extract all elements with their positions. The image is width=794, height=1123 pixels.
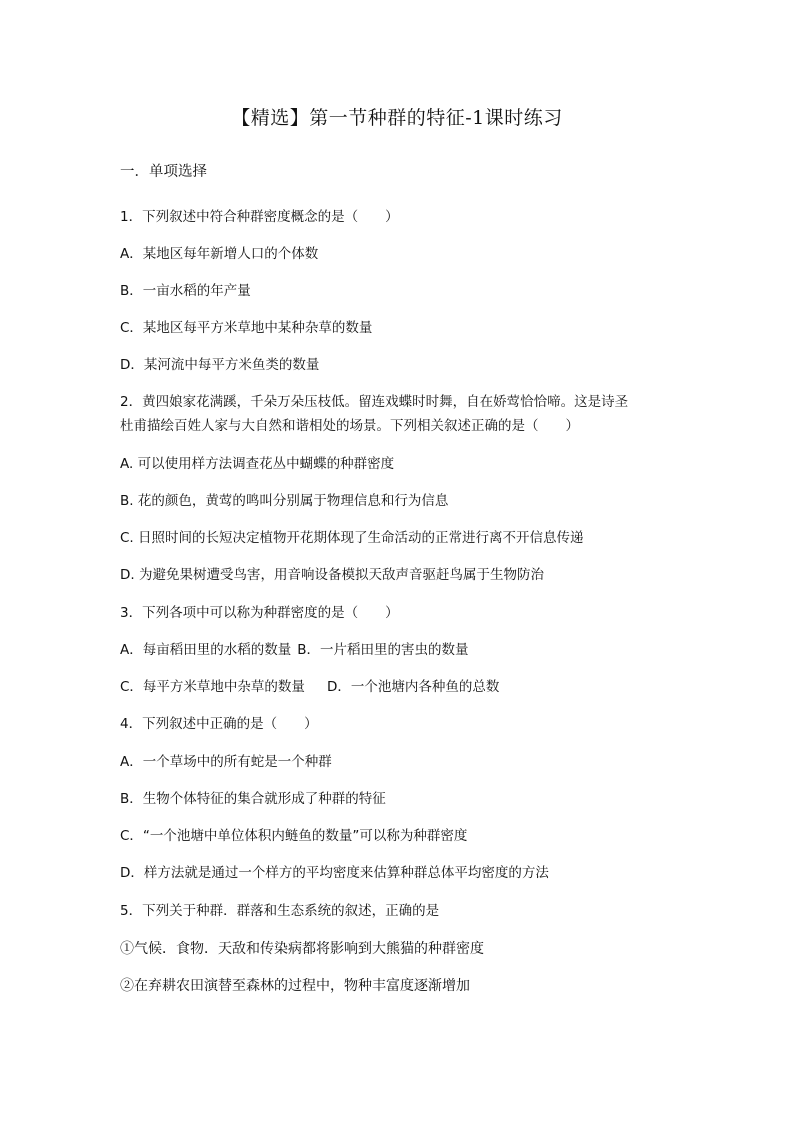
question-3-option-b: B．一片稻田里的害虫的数量 xyxy=(297,642,469,658)
question-2-stem-line-2: 杜甫描绘百姓人家与大自然和谐相处的场景。下列相关叙述正确的是（ ） xyxy=(120,418,579,434)
question-1-option-b: B．一亩水稻的年产量 xyxy=(120,283,251,299)
question-3-option-c: C．每平方米草地中杂草的数量 xyxy=(120,679,305,695)
question-5-stem: 5．下列关于种群．群落和生态系统的叙述，正确的是 xyxy=(120,903,440,919)
question-3-option-a: A．每亩稻田里的水稻的数量 xyxy=(120,642,292,658)
question-2-option-a: A. 可以使用样方法调查花丛中蝴蝶的种群密度 xyxy=(120,456,395,472)
question-2-option-b: B. 花的颜色，黄莺的鸣叫分别属于物理信息和行为信息 xyxy=(120,493,449,509)
question-3-options-ab xyxy=(120,640,469,660)
question-1-option-c: C．某地区每平方米草地中某种杂草的数量 xyxy=(120,320,373,336)
question-2-option-c: C. 日照时间的长短决定植物开花期体现了生命活动的正常进行离不开信息传递 xyxy=(120,530,584,546)
page-title: 【精选】第一节种群的特征-1课时练习 xyxy=(231,107,563,129)
question-2-stem-line-1: 2．黄四娘家花满蹊，千朵万朵压枝低。留连戏蝶时时舞，自在娇莺恰恰啼。这是诗圣 xyxy=(120,394,629,410)
question-4-option-a: A．一个草场中的所有蛇是一个种群 xyxy=(120,754,332,770)
question-4-stem: 4．下列叙述中正确的是（ ） xyxy=(120,716,318,732)
question-4-option-c: C．“一个池塘中单位体积内鲢鱼的数量”可以称为种群密度 xyxy=(120,828,468,844)
question-5-statement-1: ①气候．食物．天敌和传染病都将影响到大熊猫的种群密度 xyxy=(120,941,484,957)
question-4-option-b: B．生物个体特征的集合就形成了种群的特征 xyxy=(120,791,386,807)
question-1-option-a: A．某地区每年新增人口的个体数 xyxy=(120,246,319,262)
question-5-statement-2: ②在弃耕农田演替至森林的过程中，物种丰富度逐渐增加 xyxy=(120,978,470,994)
question-1-option-d: D．某河流中每平方米鱼类的数量 xyxy=(120,357,320,373)
question-3-option-d: D．一个池塘内各种鱼的总数 xyxy=(326,679,500,695)
section-heading: 一．单项选择 xyxy=(120,164,207,180)
question-3-options-cd xyxy=(120,677,499,697)
question-2-option-d: D. 为避免果树遭受鸟害，用音响设备模拟天敌声音驱赶鸟属于生物防治 xyxy=(120,567,544,583)
question-4-option-d: D．样方法就是通过一个样方的平均密度来估算种群总体平均密度的方法 xyxy=(120,865,549,881)
question-1-stem: 1．下列叙述中符合种群密度概念的是（ ） xyxy=(120,209,399,225)
question-3-stem: 3．下列各项中可以称为种群密度的是（ ） xyxy=(120,605,399,621)
